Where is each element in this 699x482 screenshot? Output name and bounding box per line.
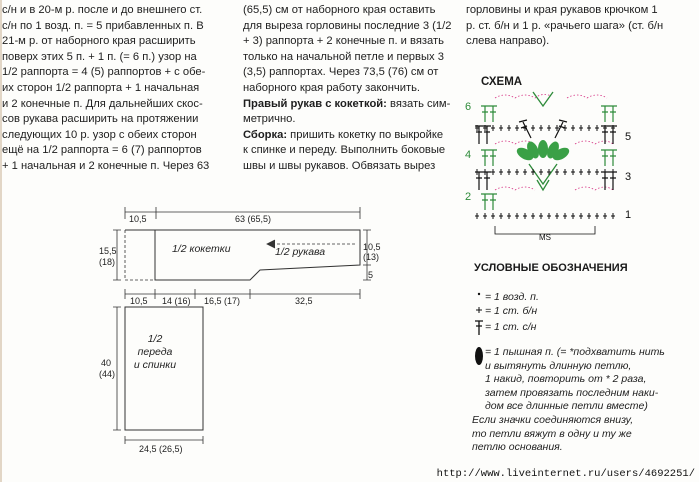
sc-icon <box>595 169 599 175</box>
legend-puff-line: затем провязать последним наки- <box>485 386 659 399</box>
text-line: следующих 10 р. узор с обеих сторон <box>2 128 197 141</box>
label-yoke: 1/2 кокетки <box>172 243 231 255</box>
legend-title: УСЛОВНЫЕ ОБОЗНАЧЕНИЯ <box>474 262 628 274</box>
text-line: и 2 конечные п. Для дальнейших скос- <box>2 97 203 110</box>
sc-icon <box>611 213 615 219</box>
sc-icon <box>491 125 495 131</box>
text-column-3 <box>466 3 698 50</box>
text-line: сов рукава расширить на протяжении <box>2 113 199 126</box>
sc-icon <box>603 213 607 219</box>
legend-puff <box>485 346 695 414</box>
text-line: наборного края работу закончить. <box>243 81 421 94</box>
sc-icon <box>571 125 575 131</box>
dim-bottom-1: 10,5 <box>130 296 148 306</box>
text-line: поверх этих 5 п. + 1 п. (= 6 п.) узор на <box>2 50 197 63</box>
chain-icon <box>478 293 480 295</box>
dim-bottom-4: 32,5 <box>295 296 313 306</box>
sc-icon <box>563 213 567 219</box>
text-line: 1/2 раппорта = 4 (5) раппортов + с обе- <box>2 66 206 79</box>
sc-icon <box>499 169 503 175</box>
dc-icon <box>483 172 491 190</box>
dc-green-icon <box>601 106 609 122</box>
text-line: + 3) раппорта + 2 конечные п. и вязать <box>243 35 444 48</box>
dim-body-height-2: (44) <box>99 369 116 379</box>
v-stitch-top <box>533 92 553 106</box>
dc-icon <box>483 126 491 144</box>
sc-icon <box>531 125 535 131</box>
text-line: горловины и края рукавов крючком 1 <box>466 4 658 16</box>
schema-title: СХЕМА <box>481 76 523 88</box>
text-line: 21-м р. от наборного края расширить <box>2 35 196 48</box>
sc-icon <box>579 169 583 175</box>
row-number-3: 3 <box>625 171 632 183</box>
dc-icon <box>475 172 483 190</box>
text-line: к спинке и переду. Выполнить боковые <box>243 144 446 157</box>
sc-icon <box>539 125 543 131</box>
dc-green-icon <box>481 106 489 122</box>
sc-icon <box>499 213 503 219</box>
sc-icon <box>571 169 575 175</box>
legend-chain: = 1 возд. п. <box>485 291 539 303</box>
sc-icon <box>595 125 599 131</box>
puff-icon <box>475 347 483 365</box>
sc-icon <box>547 213 551 219</box>
sc-icon <box>507 213 511 219</box>
sc-icon <box>475 213 479 219</box>
sc-icon <box>587 169 591 175</box>
right-sleeve-heading: Правый рукав с кокеткой: <box>243 97 387 110</box>
text-line: р. ст. б/н и 1 р. «рачьего шага» (ст. б/н <box>466 19 664 32</box>
puff-icon <box>538 140 548 158</box>
dc-green-icon <box>489 106 497 122</box>
label-sleeve: 1/2 рукава <box>275 246 326 258</box>
sc-icon <box>515 213 519 219</box>
row-number-1: 1 <box>625 209 632 221</box>
sc-icon <box>563 125 567 131</box>
chain-row-4-right <box>575 141 613 144</box>
sc-icon <box>611 169 615 175</box>
dc-icon <box>475 126 483 144</box>
dim-left-1: 15,5 <box>99 246 117 256</box>
body-label-3: и спинки <box>133 359 177 371</box>
legend-puff-line: 1 накид, повторить от * 2 раза, <box>485 373 647 385</box>
sc-icon <box>579 125 583 131</box>
dim-left-2: (18) <box>99 257 116 267</box>
dim-right-small: 5 <box>368 270 374 280</box>
repeat-label: MS <box>539 233 551 242</box>
row-number-2: 2 <box>465 191 472 203</box>
dim-yoke-width: 10,5 <box>129 214 147 224</box>
text-line: (3,5) раппортах. Через 73,5 (76) см от <box>243 66 439 79</box>
sc-icon <box>507 125 511 131</box>
sc-icon <box>476 307 482 313</box>
pattern-schematic <box>95 202 395 472</box>
text-line: швы и швы рукавов. Обвязать вырез <box>243 159 436 172</box>
dc-green-icon <box>601 150 609 166</box>
legend-note-line: то петли вяжут в одну и ту же <box>472 427 632 440</box>
sc-icon <box>587 125 591 131</box>
row-number-5: 5 <box>625 131 632 143</box>
sc-icon <box>595 213 599 219</box>
right-sleeve-text: вязать сим- <box>390 97 451 110</box>
text-line: их сторон 1/2 раппорта + 1 начальная <box>2 81 200 94</box>
puff-stitch-group <box>515 140 572 163</box>
text-line: (65,5) см от наборного края оставить <box>243 4 436 16</box>
sc-icon <box>555 213 559 219</box>
dim-bottom-2: 14 (16) <box>162 296 191 306</box>
dim-bottom-3: 16,5 (17) <box>204 296 241 306</box>
body-label-2: переда <box>137 346 173 358</box>
sc-icon <box>483 213 487 219</box>
dc-green-icon <box>609 106 617 122</box>
row-number-6: 6 <box>465 101 472 113</box>
dim-body-height-1: 40 <box>101 358 112 368</box>
sc-icon <box>579 213 583 219</box>
assembly-text: пришить кокетку по выкройке <box>290 128 444 141</box>
sc-icon <box>555 169 559 175</box>
sc-icon <box>499 125 503 131</box>
sc-icon <box>531 169 535 175</box>
text-line: только на начальной петле и первых 3 <box>243 50 444 63</box>
sc-icon <box>539 169 543 175</box>
bottom-dim-line <box>125 289 360 299</box>
sc-icon <box>539 213 543 219</box>
sc-icon <box>571 213 575 219</box>
sc-icon <box>491 169 495 175</box>
yoke-left-edge <box>125 230 155 280</box>
chain-row-2-left <box>495 187 535 190</box>
right-sleeve-text-2: метрично. <box>243 113 296 126</box>
dc-green-icon <box>481 150 489 166</box>
assembly-heading: Сборка: <box>243 128 288 141</box>
dim-right-1: 10,5 <box>363 242 381 252</box>
text-line: ещё на 1/2 раппорта = 6 (7) раппортов <box>2 144 202 157</box>
sc-icon <box>515 169 519 175</box>
legend-note-line: Если значки соединяются внизу, <box>472 414 634 426</box>
dc-icon <box>475 321 483 335</box>
text-line: с/н по 1 возд. п. = 5 прибавленных п. В <box>2 19 204 32</box>
text-line: с/н и в 20-м р. после и до внешнего ст. <box>2 4 203 16</box>
source-url[interactable]: http://www.liveinternet.ru/users/4692251/ <box>436 468 695 480</box>
crochet-chart <box>455 88 645 248</box>
dc-green-icon <box>489 194 497 210</box>
text-line: + 1 начальная и 2 конечные п. Через 63 <box>2 159 210 172</box>
body-width-dim <box>125 436 203 444</box>
chain-row-6-left <box>495 94 551 98</box>
sc-icon <box>507 169 511 175</box>
row-number-4: 4 <box>465 149 472 161</box>
legend-note-line: петлю основания. <box>472 441 563 453</box>
legend-sc: = 1 ст. б/н <box>485 305 538 317</box>
sc-icon <box>483 169 487 175</box>
dim-total-width: 63 (65,5) <box>235 214 272 224</box>
sc-icon <box>603 169 607 175</box>
text-line: для выреза горловины последние 3 (1/2 <box>243 19 452 32</box>
text-line: слева направо). <box>466 35 550 48</box>
legend-dc: = 1 ст. с/н <box>485 321 537 333</box>
chain-row-2-right <box>575 187 613 190</box>
legend-puff-line: и вытянуть длинную петлю, <box>485 359 632 372</box>
sc-icon <box>515 125 519 131</box>
legend-note <box>472 414 692 455</box>
sc-icon <box>523 213 527 219</box>
body-label-1: 1/2 <box>147 333 163 345</box>
text-column-2 <box>243 3 455 175</box>
dc-green-icon <box>481 194 489 210</box>
chain-row-6-right <box>567 95 607 98</box>
dim-body-width: 24,5 (26,5) <box>139 444 183 454</box>
text-column-1 <box>2 3 234 175</box>
legend-puff-line: дом все длинные петли вместе) <box>485 400 648 412</box>
arrow-head <box>267 240 275 248</box>
sc-icon <box>587 213 591 219</box>
sc-icon <box>547 125 551 131</box>
legend-puff-line: = 1 пышная п. (= *подхватить нить <box>485 346 665 358</box>
sc-icon <box>491 213 495 219</box>
dim-right-2: (13) <box>363 252 380 262</box>
dc-green-icon <box>609 150 617 166</box>
sc-icon <box>563 169 567 175</box>
dc-green-icon <box>489 150 497 166</box>
sc-icon <box>531 213 535 219</box>
sc-icon <box>523 169 527 175</box>
sc-icon <box>475 169 479 175</box>
